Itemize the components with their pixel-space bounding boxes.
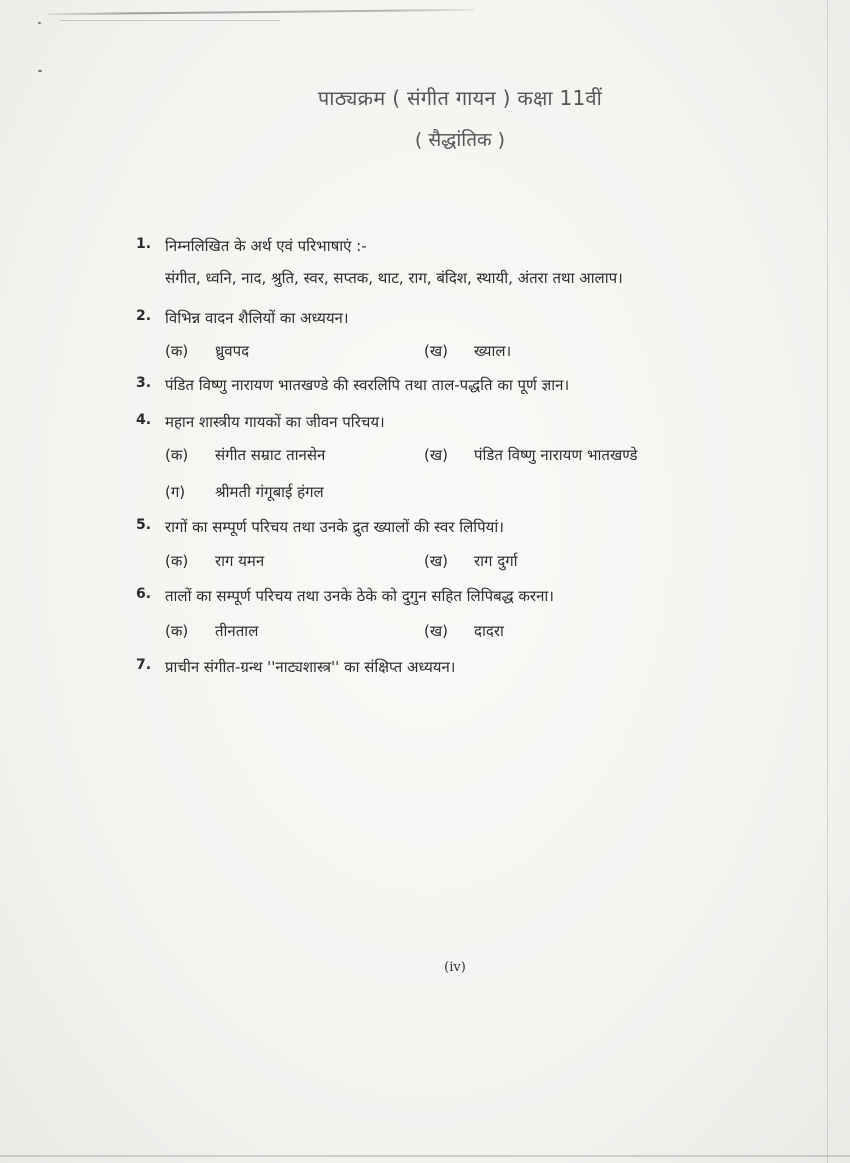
item-text: विभिन्न वादन शैलियों का अध्ययन।: [165, 309, 349, 327]
sub-item: [424, 551, 518, 571]
sub-item-label: (ग): [165, 483, 186, 501]
item-text: तालों का सम्पूर्ण परिचय तथा उनके ठेके को दुगुन सहित लिपिबद्ध करना।: [165, 587, 554, 605]
scan-speck: [38, 70, 42, 72]
item-number: 3.: [136, 375, 152, 391]
item-number: 5.: [136, 517, 152, 533]
sub-item: [165, 621, 258, 641]
sub-item-label: (क): [165, 622, 189, 640]
item-number: 6.: [136, 586, 152, 602]
sub-item-text: राग दुर्गा: [474, 552, 518, 570]
sub-item-label: (ख): [424, 342, 448, 360]
sub-item-label: (क): [165, 446, 189, 464]
item-text: प्राचीन संगीत-ग्रन्थ ''नाट्यशास्त्र'' का संक्षिप्त अध्ययन।: [165, 658, 456, 676]
sub-item: [424, 341, 511, 361]
sub-item: [165, 445, 325, 465]
page-number: (iv): [444, 960, 466, 975]
page-subtitle: ( सैद्धांतिक ): [414, 129, 506, 151]
item-text: महान शास्त्रीय गायकों का जीवन परिचय।: [165, 413, 385, 431]
sub-item-label: (ख): [424, 552, 448, 570]
page-title: पाठ्यक्रम ( संगीत गायन ) कक्षा 11वीं: [317, 86, 603, 110]
item-text: निम्नलिखित के अर्थ एवं परिभाषाएं :-: [165, 237, 367, 255]
scan-edge: [0, 1155, 850, 1157]
sub-item: [165, 482, 324, 502]
sub-item-text: तीनताल: [215, 622, 259, 640]
sub-item-label: (क): [165, 342, 189, 360]
sub-item-text: ख्याल।: [474, 342, 512, 360]
sub-item-text: श्रीमती गंगूबाई हंगल: [215, 483, 324, 501]
item-number: 2.: [136, 308, 152, 324]
item-text: पंडित विष्णु नारायण भातखण्डे की स्वरलिपि तथा ताल-पद्धति का पूर्ण ज्ञान।: [165, 376, 570, 394]
sub-item-text: ध्रुवपद: [215, 342, 250, 360]
sub-item-text: राग यमन: [215, 552, 265, 570]
sub-item-text: दादरा: [474, 622, 504, 640]
sub-item: [165, 551, 264, 571]
item-detail: संगीत, ध्वनि, नाद, श्रुति, स्वर, सप्तक, थाट, राग, बंदिश, स्थायी, अंतरा तथा आलाप।: [165, 269, 623, 287]
item-number: 4.: [136, 412, 152, 428]
sub-item: [424, 445, 637, 465]
sub-item-text: पंडित विष्णु नारायण भातखण्डे: [474, 446, 638, 464]
scan-line: [48, 9, 474, 15]
sub-item-label: (क): [165, 552, 189, 570]
sub-item-text: संगीत सम्राट तानसेन: [215, 446, 326, 464]
scan-edge: [827, 0, 828, 1163]
sub-item: [165, 341, 249, 361]
item-number: 1.: [136, 236, 152, 252]
scan-line: [60, 20, 280, 21]
sub-item-label: (ख): [424, 446, 448, 464]
item-text: रागों का सम्पूर्ण परिचय तथा उनके द्रुत ख्यालों की स्वर लिपियां।: [165, 518, 504, 536]
scan-speck: [38, 22, 41, 24]
item-number: 7.: [136, 657, 152, 673]
sub-item: [424, 621, 504, 641]
sub-item-label: (ख): [424, 622, 448, 640]
